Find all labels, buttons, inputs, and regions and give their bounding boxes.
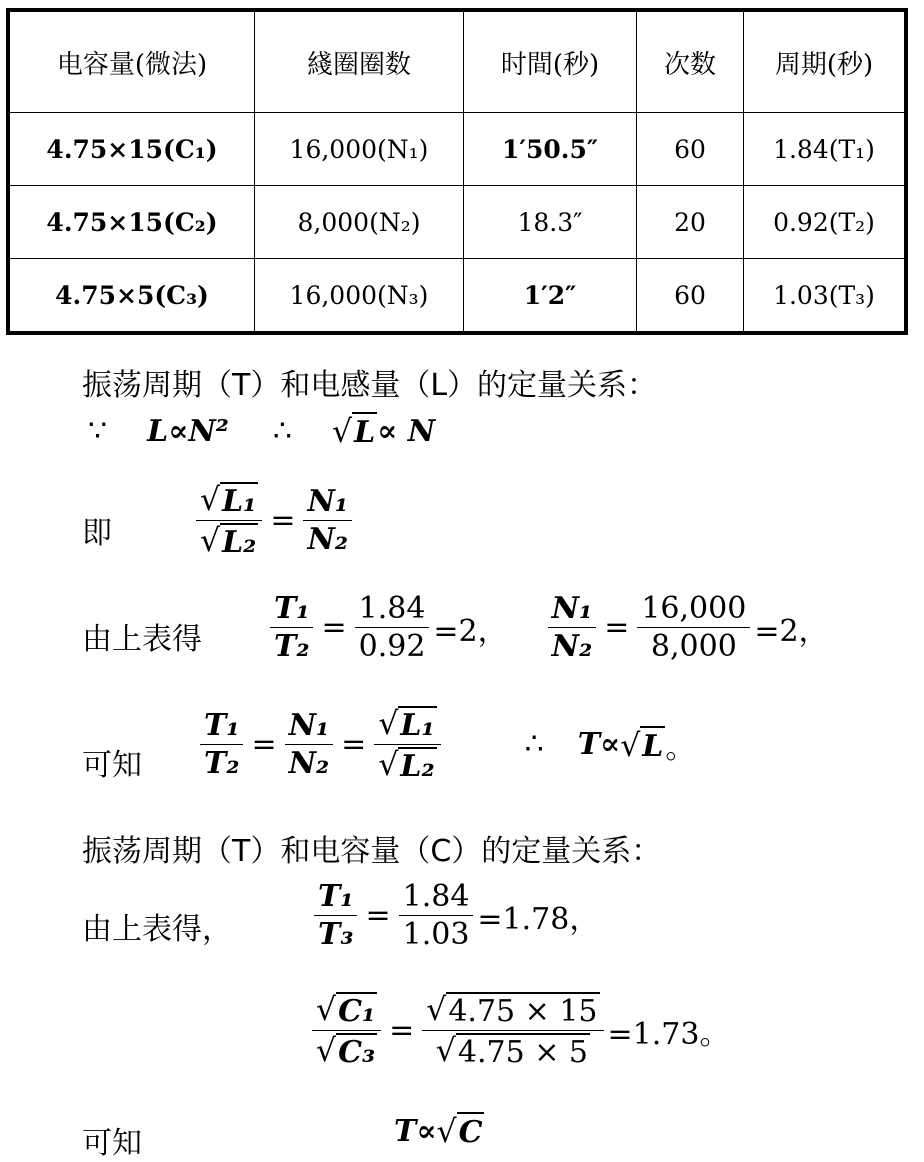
- data-table: [6, 8, 908, 335]
- cell-count: 20: [637, 186, 744, 259]
- cell-time: 1′2″: [464, 259, 637, 334]
- radical-icon: √: [620, 727, 641, 764]
- radical-icon: √: [378, 747, 399, 784]
- radical-icon: √: [435, 1033, 456, 1070]
- fraction-n: $\frac{\text{N₁}}{\text{N₂}}$: [303, 485, 352, 556]
- radical-icon: √: [436, 1114, 457, 1150]
- radical-icon: √: [332, 414, 353, 450]
- radical-icon: √: [426, 992, 447, 1029]
- radical-icon: √: [316, 992, 337, 1029]
- cell-count: 60: [637, 113, 744, 186]
- header-period: 周期(秒): [744, 10, 907, 113]
- heading-capacitance-relation: 振荡周期（T）和电容量（C）的定量关系：: [82, 834, 662, 869]
- header-time: 时間(秒): [464, 10, 637, 113]
- sqrt-l: [332, 412, 377, 450]
- header-count: 次数: [637, 10, 744, 113]
- table-row: [8, 113, 906, 186]
- radical-icon: √: [316, 1033, 337, 1070]
- equation-t-n-sqrtl: $\frac{\text{T₁}}{\text{T₂}}$ = $\frac{\text{N₁}}{\text{N₂}}$ = √ L₁ √ L₂ ∴ T∝ √ L 。: [196, 706, 695, 783]
- table-row: [8, 186, 906, 259]
- cell-capacitance: 4.75×15(C₂): [8, 186, 255, 259]
- header-coil-turns: 綫圈圈数: [255, 10, 464, 113]
- header-capacitance: 电容量(微法): [8, 10, 255, 113]
- cell-period: 1.84(T₁): [744, 113, 907, 186]
- cell-turns: 16,000(N₃): [255, 259, 464, 334]
- l-prop-n2: L∝N²: [147, 413, 229, 449]
- equation-t1-t3: $\frac{\text{T₁}}{\text{T₃}}$ = $\frac{1.84}{1.03}$ =1.78，: [310, 880, 599, 951]
- equation-sqrt-c: √ C₁ √ C₃ = √ 4.75 × 15 √ 4.75 × 5 =1.73。: [308, 992, 729, 1069]
- label-keizhi: 可知: [82, 748, 142, 783]
- because-symbol: ∵: [88, 413, 108, 449]
- equation-t-ratio: $\frac{\text{T₁}}{\text{T₂}}$ = $\frac{1.84}{0.92}$ =2， $\frac{\text{N₁}}{\text{N₂}}$ = $\frac{16,000}{8,000}$ =2，: [266, 592, 829, 663]
- sqrt-l-radicand: L: [352, 412, 377, 450]
- fraction-sqrt-l: √ L₁ √ L₂: [196, 482, 262, 559]
- cell-period: 1.03(T₃): [744, 259, 907, 334]
- cell-count: 60: [637, 259, 744, 334]
- proportional-statement: [88, 412, 435, 450]
- cell-capacitance: 4.75×15(C₁): [8, 113, 255, 186]
- cell-period: 0.92(T₂): [744, 186, 907, 259]
- cell-turns: 8,000(N₂): [255, 186, 464, 259]
- equation-ratio-l-n: √ L₁ √ L₂ = $\frac{\text{N₁}}{\text{N₂}}$: [192, 482, 356, 559]
- radical-icon: √: [200, 482, 221, 519]
- radical-icon: √: [200, 523, 221, 560]
- therefore-symbol: ∴: [272, 413, 292, 449]
- label-from-table: 由上表得: [82, 622, 202, 657]
- sqrt-l-prop-n: ∝ N: [377, 413, 436, 449]
- label-ji: 即: [82, 516, 112, 551]
- table-row: [8, 259, 906, 334]
- cell-capacitance: 4.75×5(C₃): [8, 259, 255, 334]
- cell-time: 1′50.5″: [464, 113, 637, 186]
- cell-time: 18.3″: [464, 186, 637, 259]
- label-from-table-2: 由上表得，: [82, 912, 232, 947]
- equation-t-prop-sqrtc: T∝ √ C: [394, 1113, 483, 1150]
- cell-turns: 16,000(N₁): [255, 113, 464, 186]
- label-keizhi-2: 可知: [82, 1126, 142, 1161]
- table-header-row: [8, 10, 906, 113]
- heading-inductance-relation: 振荡周期（T）和电感量（L）的定量关系：: [82, 368, 658, 403]
- radical-icon: √: [378, 706, 399, 743]
